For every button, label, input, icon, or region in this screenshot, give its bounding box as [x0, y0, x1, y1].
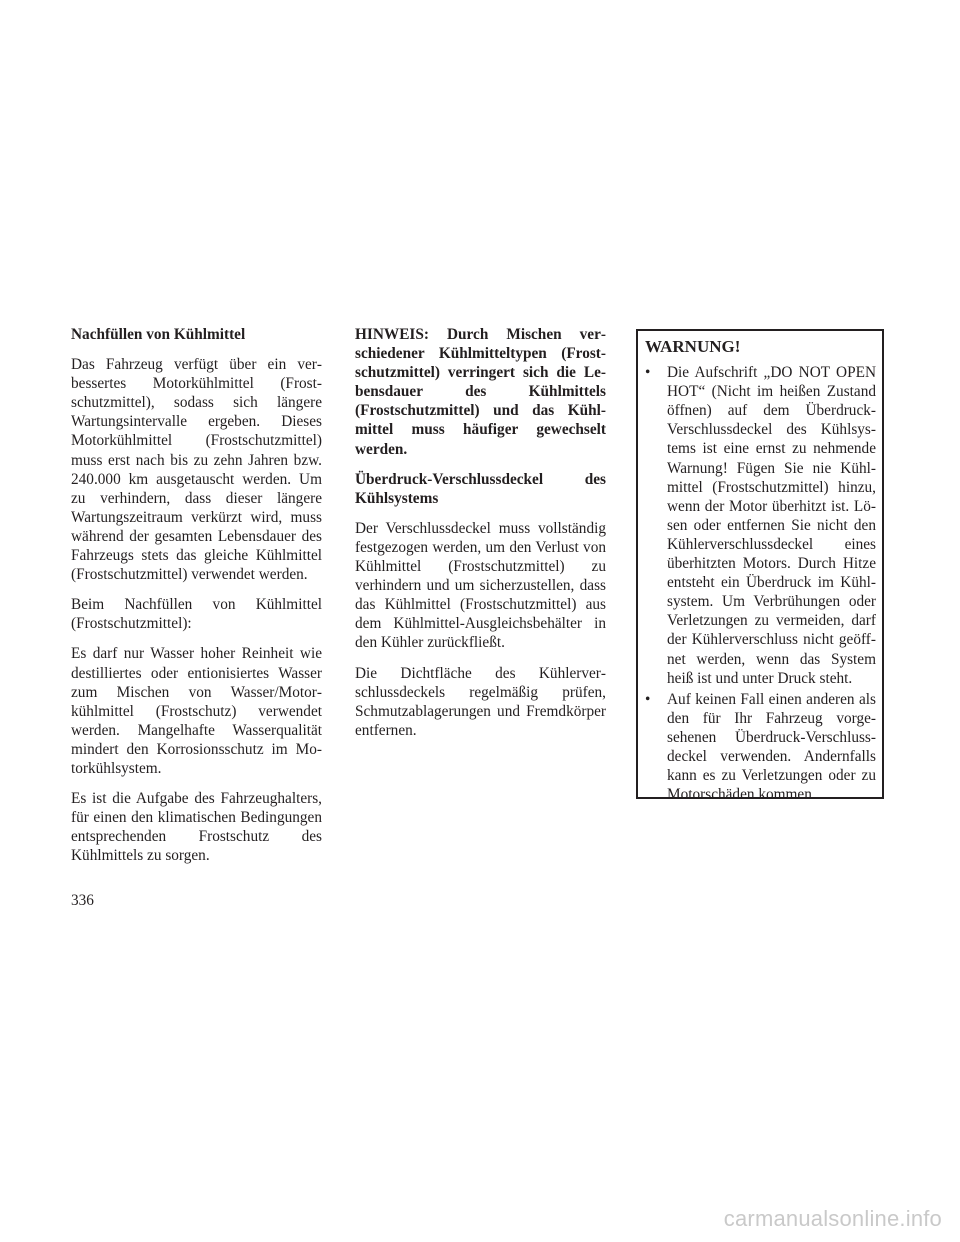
- warning-item: [645, 690, 876, 805]
- paragraph: Es darf nur Wasser hoher Reinheit wie destilliertes oder entionisiertes Wasser zum Mischen von Wasser/Motorkühlmittel (Frostschutz) verwendet werden. Mangelhafte Wasserqualität mindert den Korrosionsschutz im Motorkühlsystem.: [71, 645, 322, 777]
- watermark: carmanualsonline.info: [723, 1206, 942, 1231]
- paragraph: Beim Nachfüllen von Kühlmittel (Frostschutzmittel):: [71, 596, 322, 633]
- page-number: 336: [71, 892, 94, 909]
- warning-item-text: Auf keinen Fall einen anderen als den für Ihr Fahrzeug vorgesehenen Überdruck-Verschlussdeckel verwenden. Andernfalls kann es zu Verletzungen oder zu Motorschäden kommen.: [667, 690, 876, 804]
- middle-column: [355, 325, 606, 751]
- warning-title: WARNUNG!: [645, 337, 741, 356]
- note-paragraph: HINWEIS: Durch Mischen verschiedener Kühlmitteltypen (Frostschutzmittel) verringert sich die Lebensdauer des Kühlmittels (Frostschutzmittel) und das Kühlmittel muss häufiger gewechselt werden.: [355, 326, 606, 458]
- section-heading-pressure-cap: Überdruck-Verschlussdeckel des Kühlsystems: [355, 470, 606, 507]
- section-heading-refill-coolant: Nachfüllen von Kühlmittel: [71, 326, 246, 343]
- left-column: [71, 325, 322, 876]
- warning-box: [636, 329, 884, 804]
- paragraph: Die Dichtfläche des Kühlerverschlussdeckels regelmäßig prüfen, Schmutzablagerungen und Fremdkörper entfernen.: [355, 664, 606, 739]
- paragraph: Es ist die Aufgabe des Fahrzeughalters, für einen den klimatischen Bedingungen entsprechenden Frostschutz des Kühlmittels zu sorgen.: [71, 790, 322, 865]
- warning-item-text: Die Aufschrift „DO NOT OPEN HOT“ (Nicht im heißen Zustand öffnen) auf dem Überdruck-Verschlussdeckel des Kühlsystems ist eine ernst zu nehmende Warnung! Fügen Sie nie Kühlmittel (Frostschutzmittel) hinzu, wenn der Motor überhitzt ist. Lösen oder entfernen Sie nicht den Kühlerverschlussdeckel eines überhitzten Motors. Durch Hitze entsteht ein Überdruck im Kühlsystem. Um Verbrühungen oder Verletzungen zu vermeiden, darf der Kühlerverschluss nicht geöffnet werden, wenn das System heiß ist und unter Druck steht.: [667, 364, 876, 687]
- paragraph: Der Verschlussdeckel muss vollständig festgezogen werden, um den Verlust von Kühlmittel (Frostschutzmittel) zu verhindern und um sicherzustellen, dass das Kühlmittel (Frostschutzmittel) aus dem Kühlmittel-Ausgleichsbehälter in den Kühler zurückfließt.: [355, 519, 606, 652]
- warning-item: [645, 363, 876, 688]
- bullet-icon: •: [645, 690, 651, 708]
- bullet-icon: •: [645, 364, 651, 382]
- warning-list: [645, 363, 876, 804]
- paragraph: Das Fahrzeug verfügt über ein verbessertes Motorkühlmittel (Frostschutzmittel), sodass sich längere Wartungsintervalle ergeben. Dieses Motorkühlmittel (Frostschutzmittel) muss erst nach bis zu zehn Jahren bzw. 240.000 km ausgetauscht werden. Um zu verhindern, dass dieser längere Wartungszeitraum verkürzt wird, muss während der gesamten Lebensdauer des Fahrzeugs stets das gleiche Kühlmittel (Frostschutzmittel) verwendet werden.: [71, 356, 322, 584]
